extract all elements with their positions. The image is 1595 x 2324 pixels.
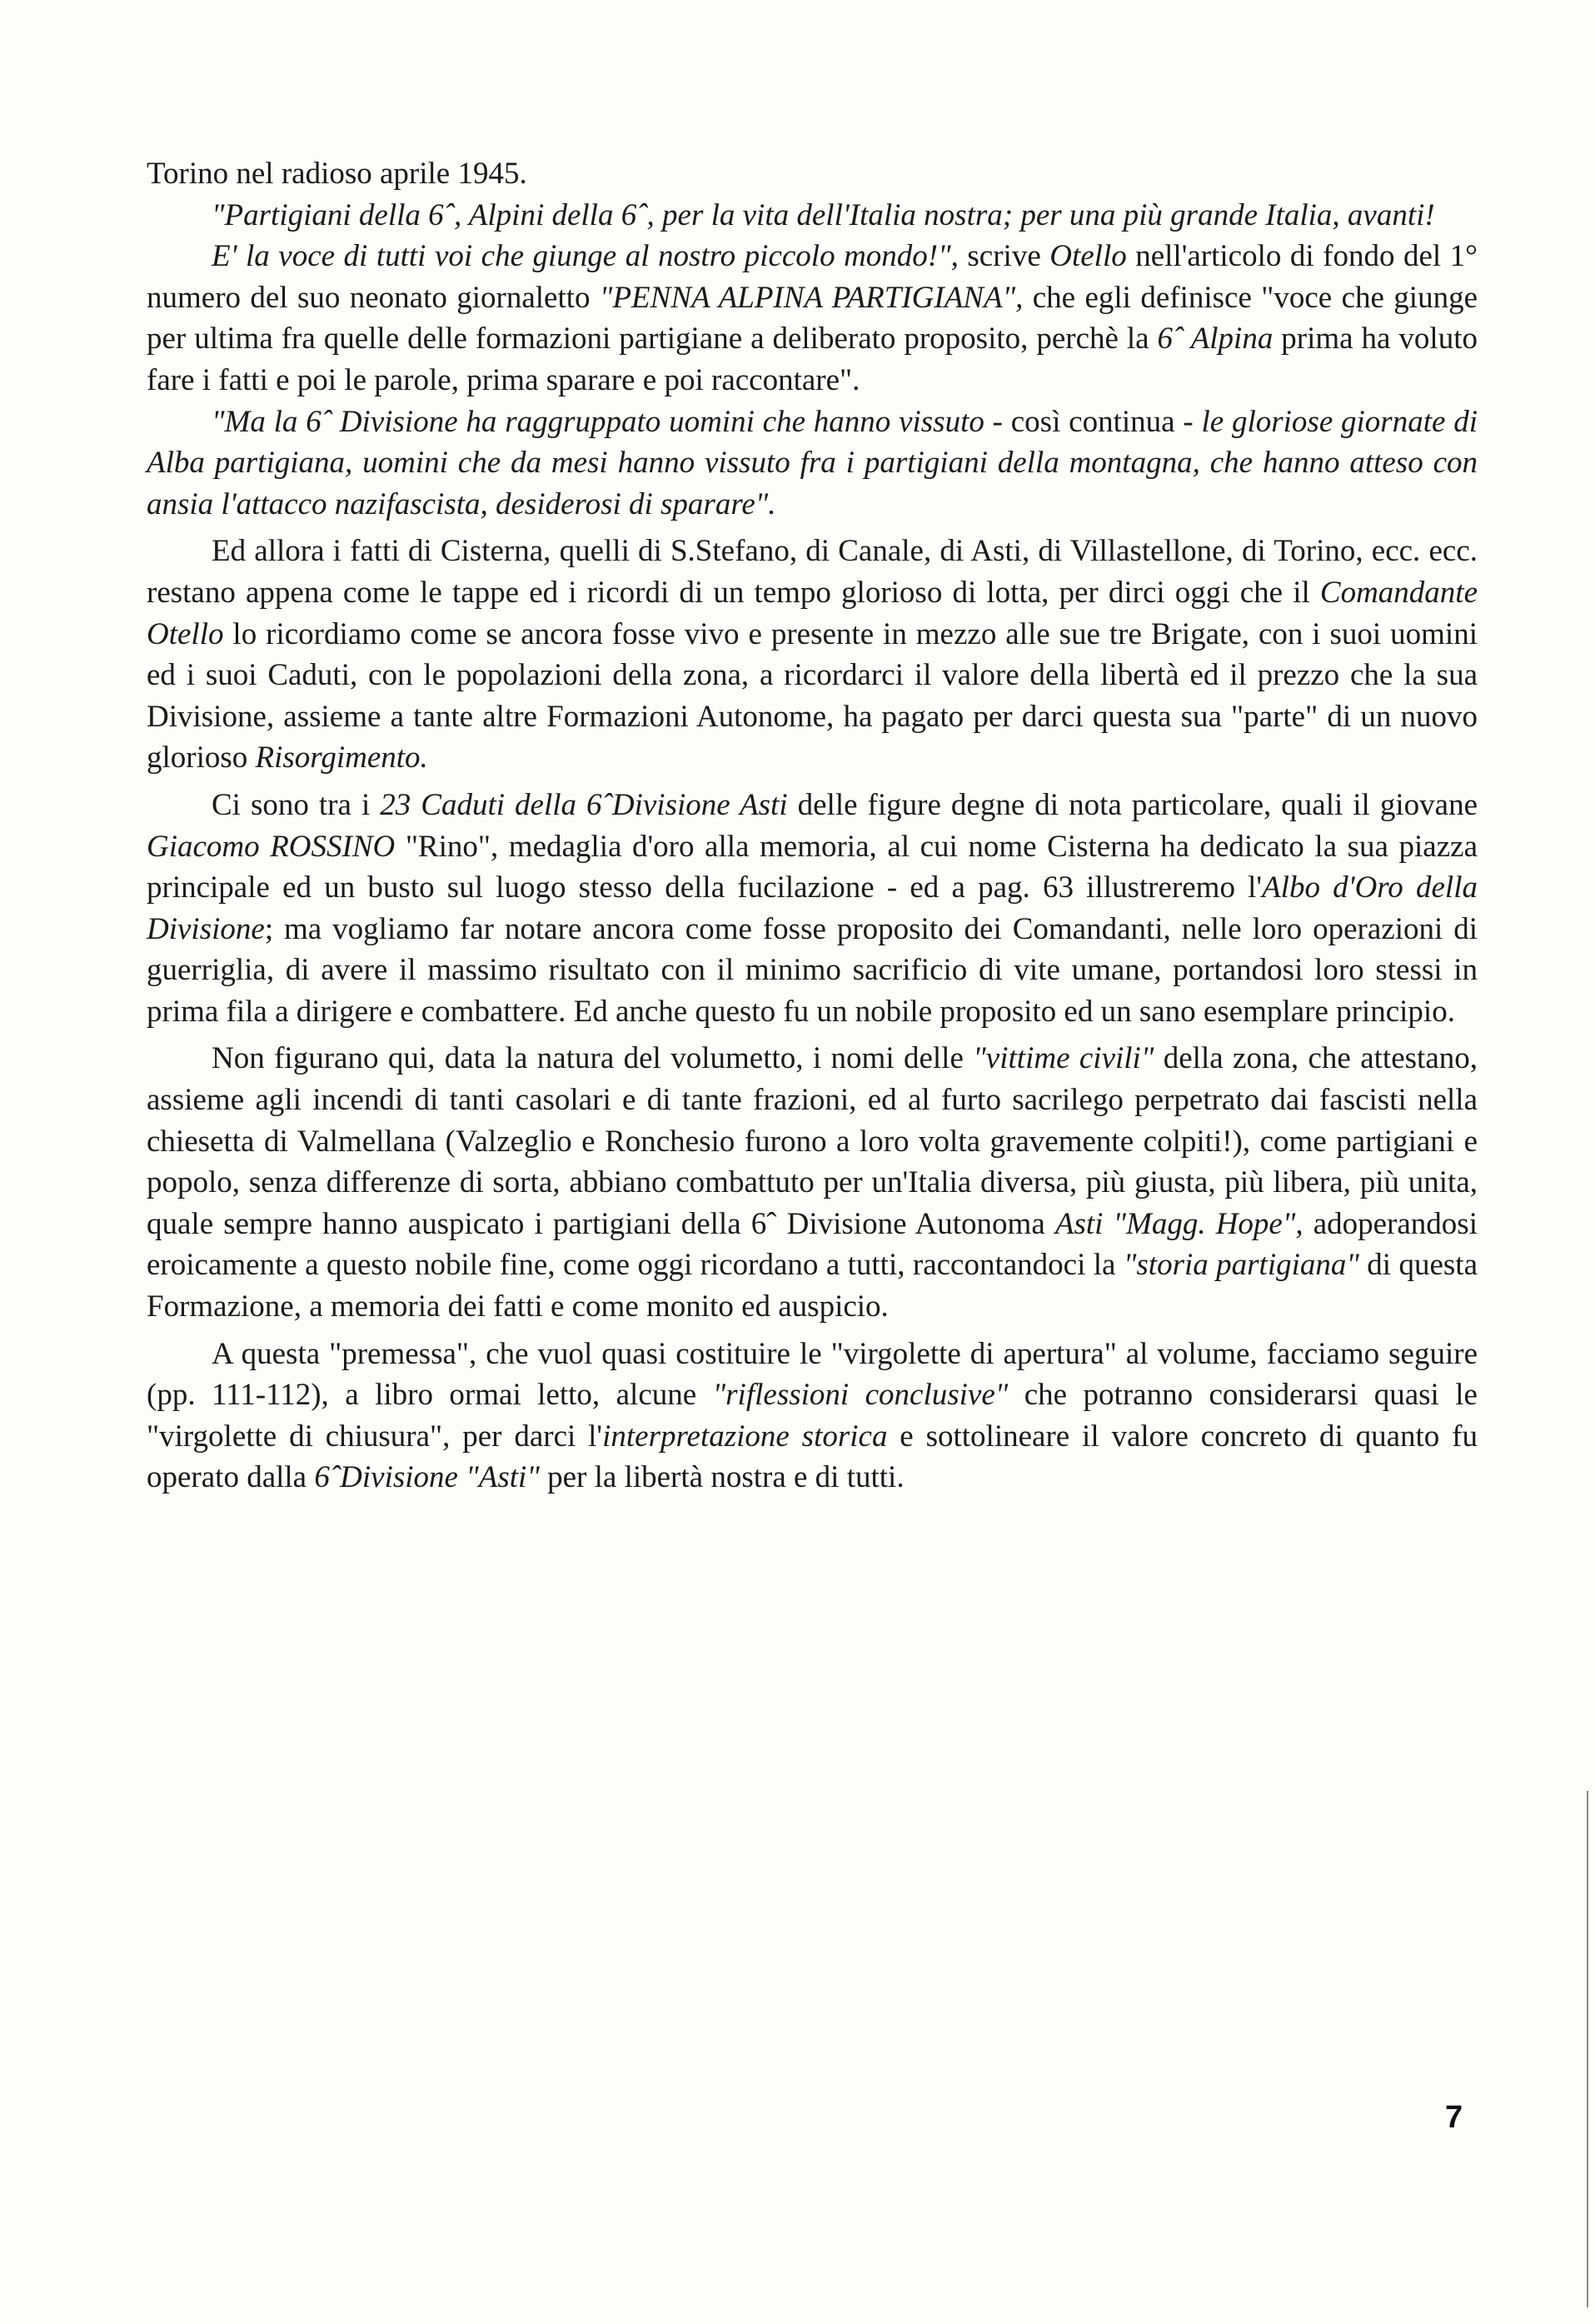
- text-run: Torino nel radioso aprile 1945.: [147, 157, 527, 191]
- text-run: ; ma vogliamo far notare ancora come fosse proposito dei Comandanti, nelle loro operazioni di guerriglia, di avere il massimo risultato con il minimo sacrificio di vite umane, portandosi loro stessi in prima fila a dirigere e combattere. Ed anche questo fu un nobile proposito ed un sano esemplare principio.: [147, 911, 1478, 1029]
- paragraph: [147, 401, 1478, 526]
- paragraph: [147, 785, 1478, 1033]
- italic-text: le gloriose giornate di Alba partigiana, uomini che da mesi hanno vissuto fra i partigiani della montagna, che hanno atteso con ansia l'attacco nazifascista, desiderosi di sparare".: [147, 404, 1478, 521]
- italic-text: interpretazione storica: [602, 1419, 888, 1454]
- text-run: che potranno considerarsi quasi le "virgolette di chiusura", per darci l': [147, 1378, 1478, 1454]
- text-run: prima ha voluto fare i fatti e poi le parole, prima sparare e poi raccontare".: [147, 322, 1478, 397]
- paragraph: [147, 153, 1478, 195]
- italic-text: "riflessioni conclusive": [712, 1378, 1009, 1413]
- page-edge-line: [1587, 1791, 1588, 2307]
- text-run: delle figure degne di nota particolare, quali il giovane: [787, 787, 1478, 822]
- italic-text: 6ˆDivisione "Asti": [314, 1460, 540, 1495]
- italic-text: E' la voce di tutti voi che giunge al nostro piccolo mondo!",: [212, 239, 959, 274]
- text-run: di questa Formazione, a memoria dei fatti e come monito ed auspicio.: [147, 1248, 1478, 1324]
- text-run: lo ricordiamo come se ancora fosse vivo e presente in mezzo alle sue tre Brigate, con i suoi uomini ed i suoi Caduti, con le popolazioni della zona, a ricordarci il valore della libertà ed il prezzo che la sua Divisione, assieme a tante altre Formazioni Autonome, ha pagato per darci questa sua "parte" di un nuovo glorioso: [147, 616, 1478, 775]
- italic-text: Risorgimento.: [255, 741, 428, 775]
- italic-text: "Ma la 6ˆ Divisione ha raggruppato uomini che hanno vissuto: [212, 404, 984, 439]
- text-run: nell'articolo di fondo del 1° numero del suo neonato giornaletto: [147, 239, 1478, 315]
- italic-text: Otello: [1049, 239, 1127, 274]
- italic-text: Albo d'Oro della Divisione: [147, 870, 1478, 946]
- italic-text: Comandante Otello: [147, 575, 1478, 651]
- italic-text: Giacomo ROSSINO: [147, 829, 396, 864]
- paragraph: [147, 195, 1478, 237]
- italic-text: "PENNA ALPINA PARTIGIANA",: [599, 280, 1024, 315]
- paragraph: [147, 236, 1478, 401]
- text-run: per la libertà nostra e di tutti.: [539, 1460, 905, 1495]
- text-run: - così continua -: [984, 404, 1202, 439]
- paragraph: [147, 1334, 1478, 1499]
- text-run: Ci sono tra i: [212, 787, 381, 822]
- text-run: adoperandosi eroicamente a questo nobile fine, come oggi ricordano a tutti, raccontandoci la: [147, 1206, 1478, 1283]
- page-number: 7: [1445, 2100, 1463, 2135]
- text-run: e sottolineare il valore concreto di quanto fu operato dalla: [147, 1419, 1478, 1495]
- italic-text: "storia partigiana": [1123, 1248, 1359, 1283]
- text-run: scrive: [958, 239, 1050, 274]
- italic-text: 23 Caduti della 6ˆDivisione Asti: [380, 787, 788, 822]
- italic-text: 6ˆ Alpina: [1157, 322, 1274, 357]
- italic-text: Asti "Magg. Hope",: [1054, 1206, 1303, 1241]
- body-text: [147, 153, 1478, 1499]
- italic-text: "vittime civili": [973, 1041, 1154, 1076]
- text-run: Non figurano qui, data la natura del volumetto, i nomi delle: [212, 1041, 974, 1076]
- text-run: della zona, che attestano, assieme agli incendi di tanti casolari e di tante frazioni, ed al furto sacrilego perpetrato dai fascisti nella chiesetta di Valmellana (Valzeglio e Ronchesio furono a loro volta gravemente colpiti!), come partigiani e popolo, senza differenze di sorta, abbiano combattuto per un'Italia diversa, più giusta, più libera, più unita, quale sempre hanno auspicato i partigiani della 6ˆ Divisione Autonoma: [147, 1041, 1478, 1241]
- italic-text: "Partigiani della 6ˆ, Alpini della 6ˆ, per la vita dell'Italia nostra; per una più grande Italia, avanti!: [212, 197, 1435, 232]
- paragraph: [147, 1038, 1478, 1327]
- text-run: che egli definisce "voce che giunge per ultima fra quelle delle formazioni partigiane a deliberato proposito, perchè la: [147, 280, 1478, 357]
- paragraph: [147, 531, 1478, 779]
- text-run: "Rino", medaglia d'oro alla memoria, al cui nome Cisterna ha dedicato la sua piazza principale ed un busto sul luogo stesso della fucilazione - ed a pag. 63 illustreremo l': [147, 829, 1478, 905]
- text-run: Ed allora i fatti di Cisterna, quelli di S.Stefano, di Canale, di Asti, di Villastellone, di Torino, ecc. ecc. restano appena come le tappe ed i ricordi di un tempo glorioso di lotta, per dirci oggi che il: [147, 534, 1478, 610]
- text-run: A questa "premessa", che vuol quasi costituire le "virgolette di apertura" al volume, facciamo seguire (pp. 111-112), a libro ormai letto, alcune: [147, 1336, 1478, 1413]
